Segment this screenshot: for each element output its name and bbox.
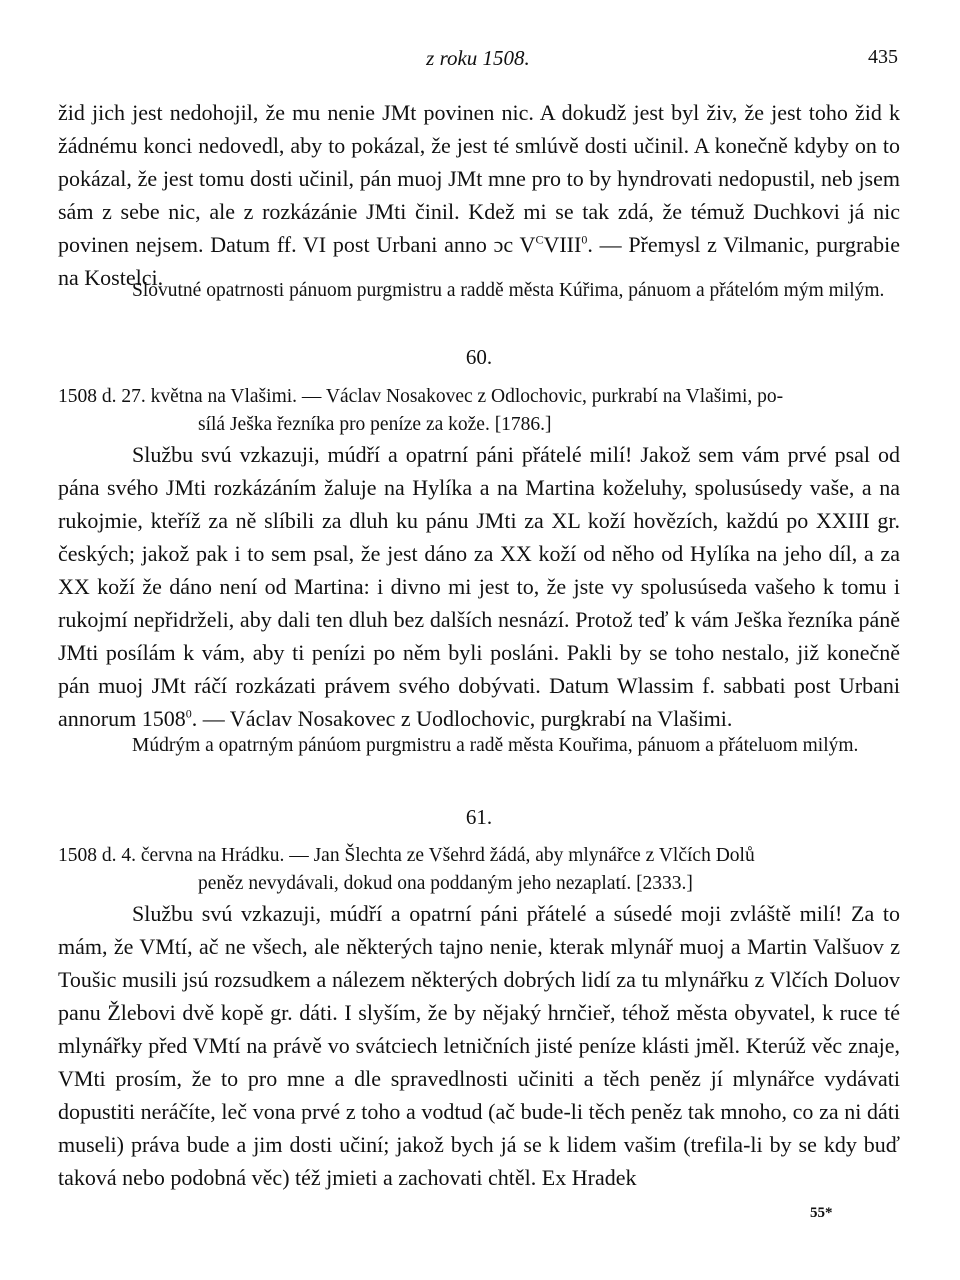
document-60-sup: 0 <box>185 706 192 721</box>
regest-60-line-1: 1508 d. 27. května na Vlašimi. — Václav Nosakovec z Odlochovic, purkrabí na Vlašimi, po- <box>58 386 784 407</box>
continuation-address: Slovutné opatrnosti pánuom purgmistru a raddě města Kúřima, pánuom a přátelóm mým milým. <box>132 280 885 301</box>
document-60-address: Múdrým a opatrným pánúom purgmistru a radě města Kouřima, pánuom a přáteluom milým. <box>132 735 859 756</box>
signature-mark: 55* <box>810 1205 833 1221</box>
regest-61-line-2: peněz nevydávali, dokud ona poddaným jeho nezaplatí. [2333.] <box>198 873 693 894</box>
continuation-text: žid jich jest nedohojil, že mu nenie JMt povinen nic. A dokudž jest byl živ, že jest toho žid k žádnému konci nedovedl, aby to pokázal, že jest té smlúvě dosti učinil. A konečně kdyby on to pokázal, že jest tomu dosti učinil, pán muoj JMt mne pro to by hyndrovati nedopustil, neb jsem sám z sebe nic, ale z rozkázánie JMti činil. Kdež mi se tak zdá, že témuž Duchkovi já nic povinen nejsem. Datum ff. VI post Urbani anno ɔc V <box>58 100 900 257</box>
page-header <box>58 46 898 76</box>
regest-61-line-1: 1508 d. 4. června na Hrádku. — Jan Šlechta ze Všehrd žádá, aby mlynářce z Vlčích Dolů <box>58 845 755 866</box>
document-61-text: Službu svú vzkazuji, múdří a opatrní páni přátelé a súsedé moji zvláště milí! Za to mám, že VMtí, ač ne všech, ale některých tajno nenie, kterak mlynář muoj a Martin Valšuov z Toušic musili jsú rozsudkem a nálezem některých dobrých lidí za tu mlynářku z Vlčích Doluov panu Žlebovi dvě kopě gr. dáti. I slyším, že by nějaký hrnčieř, téhož města obyvatel, k ruce té mlynářky před VMtí na právě vo svátciech letničních jisté peníze klásti jměl. Kterúž věc znaje, VMti prosím, že to pro mne a dle spravedlnosti učiniti a těch peněz jí mlynářce vydávati dopustiti neráčíte, leč vona prvé z toho a vodtud (ač bude-li těch peněz tak mnoho, co za ni dáti museli) práva bude a jim dosti učiní; jakož bych já se k lidem vašim (trefila-li by se kdy buď taková nebo podobná věc) též jmieti a zachovati chtěl. Ex Hradek <box>58 901 900 1190</box>
continuation-sup-2: 0 <box>581 232 588 247</box>
document-60-body: Službu svú vzkazuji, múdří a opatrní páni přátelé milí! Jakož sem vám prvé psal od pána svého JMti rozkázáním žaluje na Hylíka a na Martina koželuhy, spolusúsedy vaše, a na rukojmie, kteříž za ně slíbili za dluh ku pánu JMti za XL koží hovězích, každú po XXIII gr. českých; jakož pak i to sem psal, že jest dáno za XX koží od něho od Hylíka na jeho díl, a za XX koží že dáno není od Martina: i divno mi jest to, že jste vy spolusúseda vašeho k tomu i rukojmí nepřidrželi, aby dali ten dluh bez dalších nesnází. Protož teď k vám Ješka řezníka páně JMti posílám k vám, aby ti penízi po něm byli posláni. Pakli by se toho nestalo, již konečně pán muoj JMt ráčí rozkázati právem svého dobývati. Datum Wlassim f. sabbati post Urbani annorum 1508 <box>58 442 900 731</box>
continuation-tail: . — Přemysl z Vilmanic, purgrabie na Kostelci. <box>58 232 900 290</box>
continuation-mid: VIII <box>543 232 582 257</box>
regest-61 <box>58 842 900 898</box>
document-number-61: 61. <box>465 805 493 829</box>
continuation-paragraph <box>58 96 900 294</box>
page-number: 435 <box>868 46 898 68</box>
document-60-text <box>58 438 900 735</box>
continuation-sup-1: C <box>535 232 544 247</box>
regest-60 <box>58 383 900 439</box>
running-title: z roku 1508. <box>426 46 530 70</box>
document-60-tail: . — Václav Nosakovec z Uodlochovic, purgkrabí na Vlašimi. <box>191 706 733 731</box>
regest-60-line-2: sílá Ješka řezníka pro peníze za kože. [1786.] <box>198 414 552 435</box>
document-number-60: 60. <box>465 345 493 369</box>
